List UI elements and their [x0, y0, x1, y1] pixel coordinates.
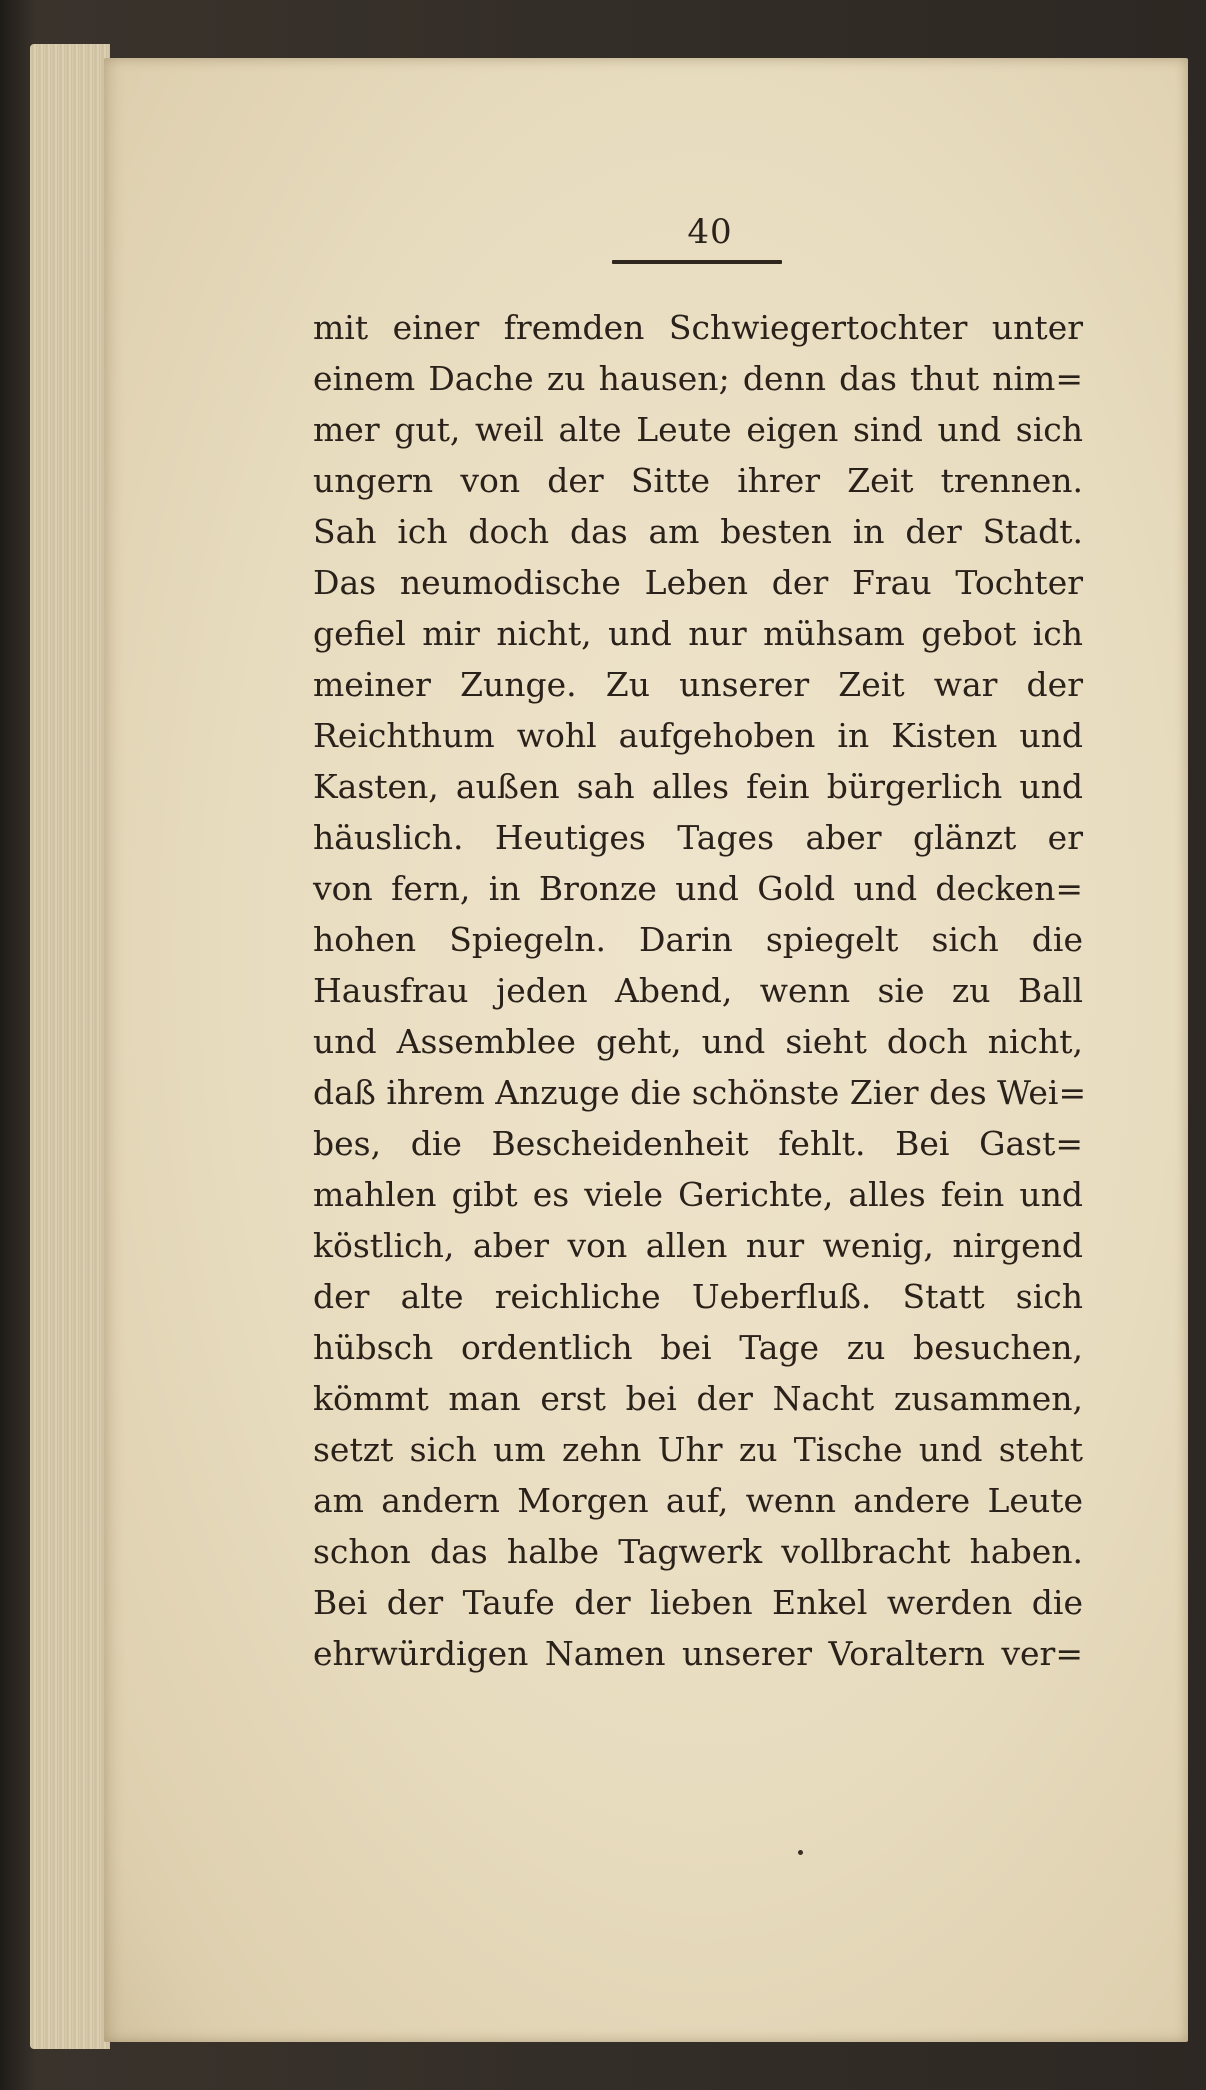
text-line: setzt sich um zehn Uhr zu Tische und steht — [313, 1430, 1083, 1469]
text-line: schon das halbe Tagwerk vollbracht haben. — [313, 1532, 1083, 1571]
text-line: häuslich. Heutiges Tages aber glänzt er — [313, 818, 1083, 857]
text-line: ehrwürdigen Namen unserer Voraltern ver= — [313, 1634, 1083, 1673]
text-line: einem Dache zu hausen; denn das thut nim= — [313, 359, 1083, 398]
text-line: Sah ich doch das am besten in der Stadt. — [313, 512, 1083, 551]
text-line: und Assemblee geht, und sieht doch nicht, — [313, 1022, 1083, 1061]
text-line: von fern, in Bronze und Gold und decken= — [313, 869, 1083, 908]
page-number: 40 — [687, 212, 733, 252]
text-line: gefiel mir nicht, und nur mühsam gebot ich — [313, 614, 1083, 653]
ink-speck — [798, 1850, 803, 1855]
page-stack-edges — [30, 44, 110, 2049]
text-line: köstlich, aber von allen nur wenig, nirgend — [313, 1226, 1083, 1265]
text-line: Kasten, außen sah alles fein bürgerlich und — [313, 767, 1083, 806]
text-line: Das neumodische Leben der Frau Tochter — [313, 563, 1083, 602]
text-line: mahlen gibt es viele Gerichte, alles fein und — [313, 1175, 1083, 1214]
body-text — [313, 302, 1087, 1679]
text-line: Hausfrau jeden Abend, wenn sie zu Ball — [313, 971, 1083, 1010]
text-line: mit einer fremden Schwiegertochter unter — [313, 308, 1083, 347]
header-rule — [612, 260, 782, 264]
text-line: bes, die Bescheidenheit fehlt. Bei Gast= — [313, 1124, 1083, 1163]
text-line: mer gut, weil alte Leute eigen sind und sich — [313, 410, 1083, 449]
text-line: kömmt man erst bei der Nacht zusammen, — [313, 1379, 1083, 1418]
text-line: Reichthum wohl aufgehoben in Kisten und — [313, 716, 1083, 755]
text-line: Bei der Taufe der lieben Enkel werden die — [313, 1583, 1083, 1622]
text-line: am andern Morgen auf, wenn andere Leute — [313, 1481, 1083, 1520]
text-line: daß ihrem Anzuge die schönste Zier des Wei= — [313, 1073, 1087, 1112]
text-line: meiner Zunge. Zu unserer Zeit war der — [313, 665, 1083, 704]
text-line: ungern von der Sitte ihrer Zeit trennen. — [313, 461, 1083, 500]
text-line: hübsch ordentlich bei Tage zu besuchen, — [313, 1328, 1083, 1367]
text-line: hohen Spiegeln. Darin spiegelt sich die — [313, 920, 1083, 959]
text-line: der alte reichliche Ueberfluß. Statt sich — [313, 1277, 1083, 1316]
